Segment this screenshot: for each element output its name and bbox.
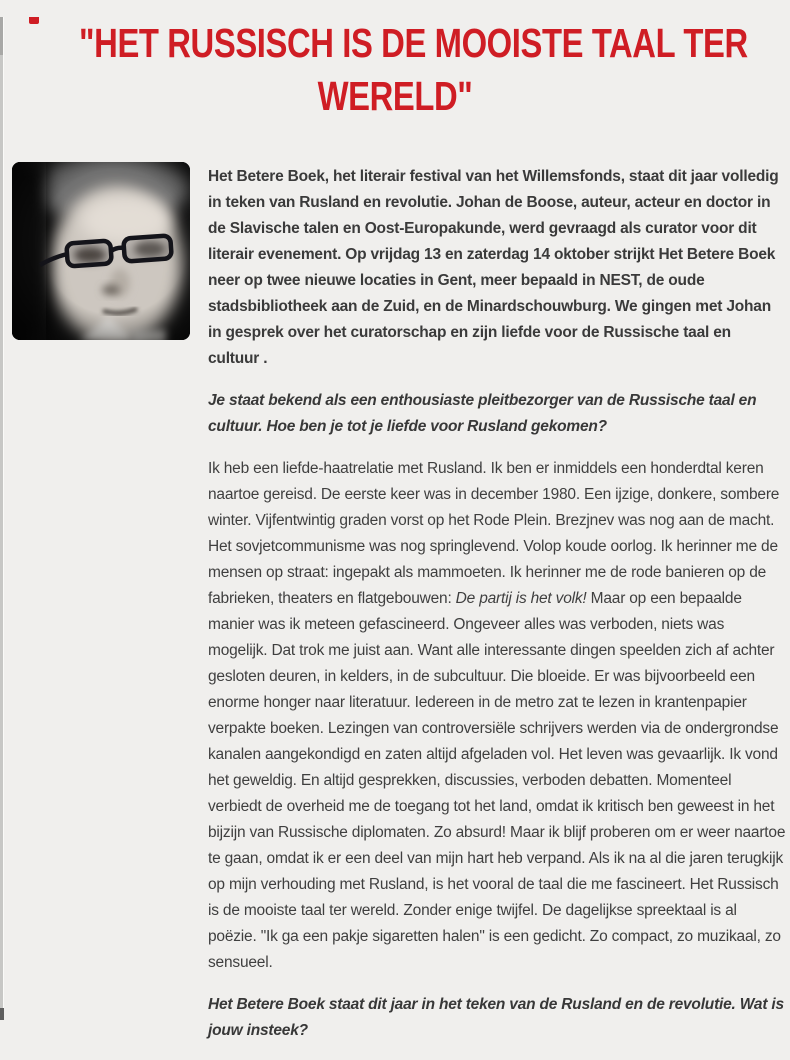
answer-paragraph-1 bbox=[208, 456, 786, 976]
page-title-line1: "HET RUSSISCH IS DE MOOISTE TAAL TER bbox=[79, 20, 748, 66]
intro-paragraph: Het Betere Boek, het literair festival van het Willemsfonds, staat dit jaar volledig in teken van Rusland en revolutie. Johan de Boose, auteur, acteur en doctor in de Slavische talen en Oost-Europakunde, werd gevraagd als curator voor dit literair evenement. Op vrijdag 13 en zaterdag 14 oktober strijkt Het Betere Boek neer op twee nieuwe locaties in Gent, meer bepaald in NEST, de oude stadsbibliotheek aan de Zuid, en de Minardschouwburg. We gingen met Johan in gesprek over het curatorschap en zijn liefde voor de Russische taal en cultuur . bbox=[208, 168, 779, 367]
answer-text-pre: Ik heb een liefde-haatrelatie met Rusland. Ik ben er inmiddels een honderdtal keren naartoe gereisd. De eerste keer was in december 1980. Een ijzige, donkere, sombere winter. Vijfentwintig graden vorst op het Rode Plein. Brezjnev was nog aan de macht. Het sovjetcommunisme was nog springlevend. Volop koude oorlog. Ik herinner me de mensen op straat: ingepakt als mammoeten. Ik herinner me de rode banieren op de fabrieken, theaters en flatgebouwen: bbox=[208, 460, 780, 607]
page-title-line2: WERELD" bbox=[317, 73, 473, 119]
window-left-edge-bottom bbox=[0, 1008, 4, 1020]
clipped-red-text-fragment bbox=[29, 17, 39, 24]
article-content bbox=[12, 162, 790, 1060]
article-page bbox=[0, 17, 790, 1039]
portrait-photo bbox=[12, 162, 190, 340]
window-left-edge bbox=[0, 17, 4, 1020]
page-title bbox=[0, 17, 790, 123]
answer-text-italic: De partij is het volk! bbox=[455, 590, 587, 607]
answer-text-post: Maar op een bepaalde manier was ik meteen gefascineerd. Ongeveer alles was verboden, niets was mogelijk. Dat trok me juist aan. Want alle interessante dingen speelden zich af achter gesloten deuren, in kelders, in de subcultuur. Die bloeide. Er was bijvoorbeeld een enorme honger naar literatuur. Iedereen in de metro zat te lezen in krantenpapier verpakte boeken. Lezingen van controversiële schrijvers werden via de ondergrondse kanalen aangekondigd en zaten altijd afgeladen vol. Het leven was gevaarlijk. Ik vond het geweldig. En altijd gesprekken, discussies, verboden debatten. Momenteel verbiedt de overheid me de toegang tot het land, omdat ik kritisch ben geweest in het bijzijn van Russische diplomaten. Zo absurd! Maar ik blijf proberen om er weer naartoe te gaan, omdat ik er een deel van mijn hart heb verpand. Als ik na al die jaren terugkijk op mijn verhouding met Rusland, is het vooral de taal die me fascineert. Het Russisch is de mooiste taal ter wereld. Zonder enige twijfel. De dagelijkse spreektaal is al poëzie. "Ik ga een pakje sigaretten halen" is een gedicht. Zo compact, zo muzikaal, zo sensueel. bbox=[208, 590, 786, 971]
portrait-photo-illustration bbox=[12, 162, 190, 340]
question-paragraph-1: Je staat bekend als een enthousiaste pleitbezorger van de Russische taal en cultuur. Hoe ben je tot je liefde voor Rusland gekomen? bbox=[208, 392, 757, 435]
window-left-edge-top bbox=[0, 17, 3, 55]
article-text bbox=[208, 162, 786, 1060]
question-paragraph-2: Het Betere Boek staat dit jaar in het teken van de Rusland en de revolutie. Wat is jouw insteek? bbox=[208, 996, 784, 1039]
